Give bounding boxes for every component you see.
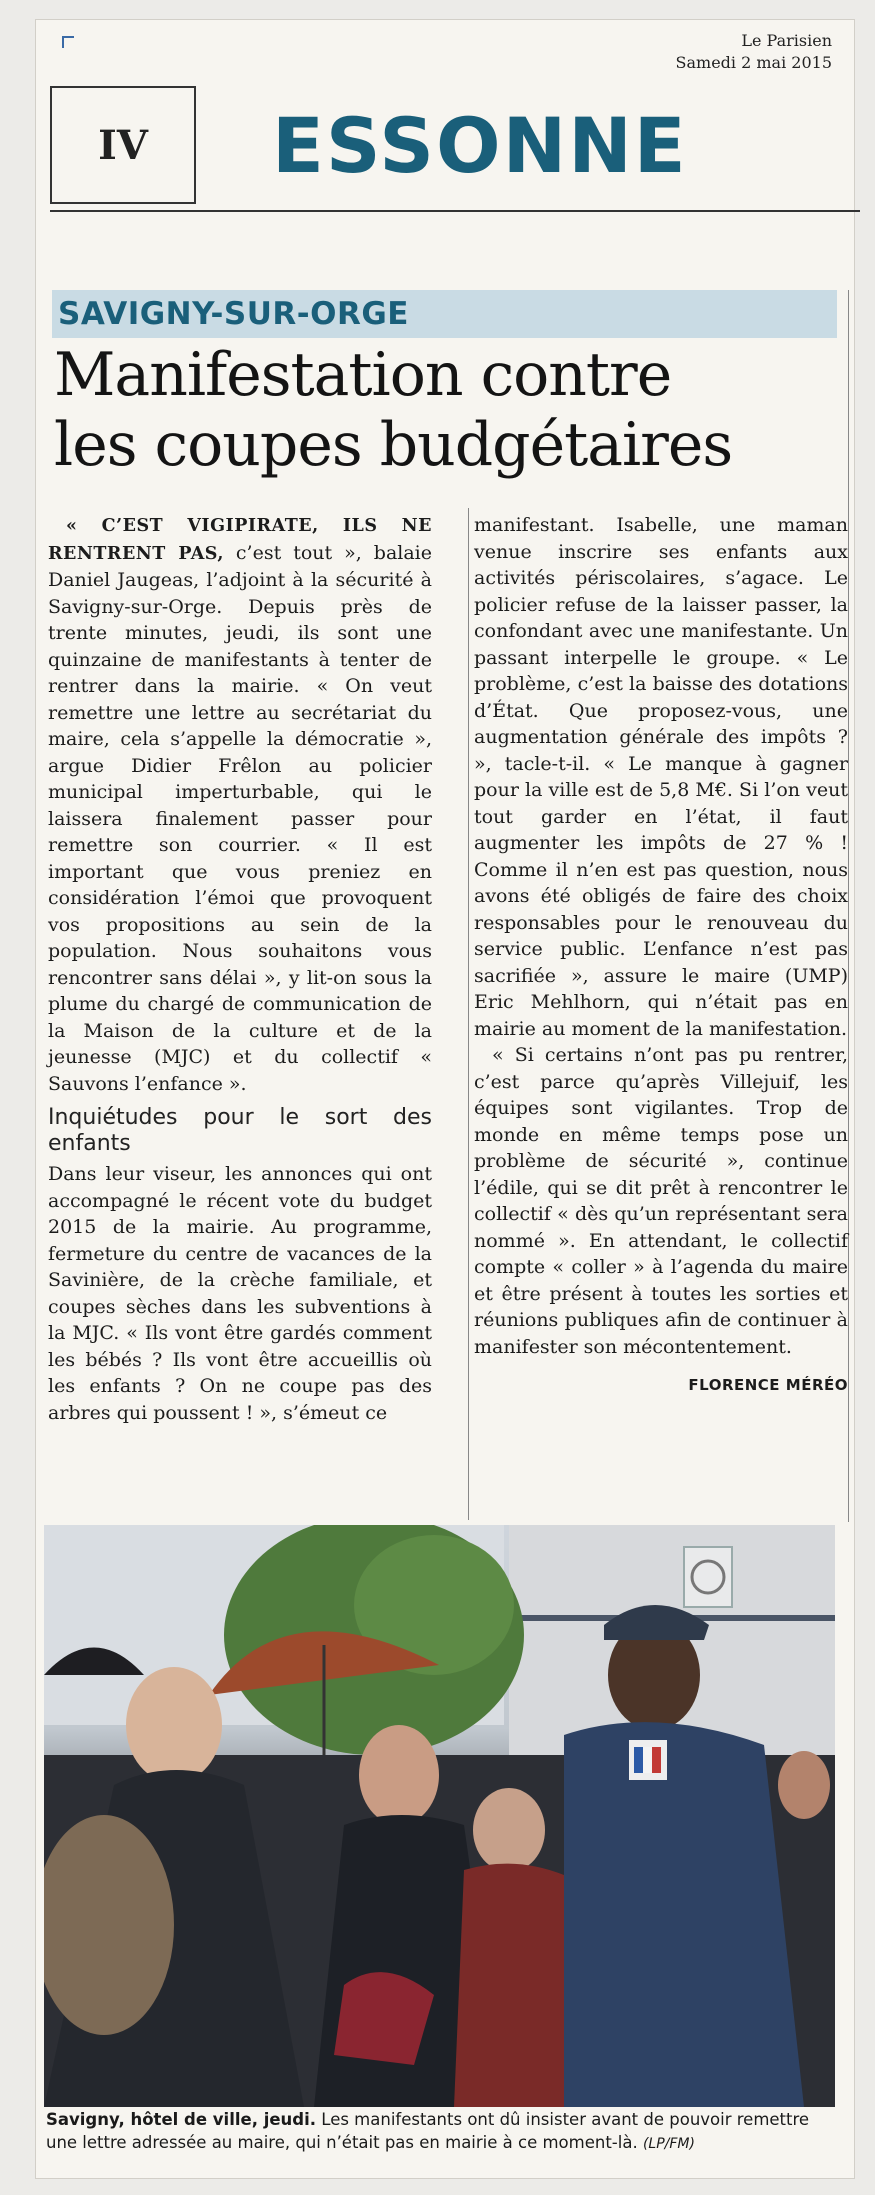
subheading: Inquiétudes pour le sort des enfants bbox=[48, 1105, 432, 1156]
body-paragraph: manifestant. Isabelle, une maman venue inscrire ses enfants aux activités périscolaires, s’agace. Le policier refuse de la laisser passer, la confondant avec une manifestante. Un passant interpelle le groupe. « Le problème, c’est la baisse des dotations d’État. Que proposez-vous, une augmentation générale des impôts ? », tacle-t-il. « Le manque à gagner pour la ville est de 5,8 M€. Si l’on veut tout garder en l’état, il faut augmenter les impôts de 27 % ! Comme il n’en est pas question, nous avons été obligés de faire des choix responsables pour le renouveau du service public. L’enfance n’est pas sacrifiée », assure le maire (UMP) Eric Mehlhorn, qui n’était pas en mairie au moment de la manifestation. bbox=[474, 514, 848, 1040]
byline: FLORENCE MÉRÉO bbox=[688, 1376, 848, 1394]
article-column-2 bbox=[468, 512, 848, 1399]
section-header bbox=[50, 86, 860, 212]
lead-quote: « C’EST VIGIPIRATE, ILS NE RENTRENT PAS, bbox=[48, 516, 432, 564]
headline-line-1: Manifestation contre bbox=[54, 340, 672, 410]
headline bbox=[54, 340, 844, 480]
article-column-1 bbox=[48, 512, 432, 1426]
body-text: c’est tout », balaie Daniel Jaugeas, l’adjoint à la sécurité à Savigny-sur-Orge. Depuis près de trente minutes, jeudi, ils sont une quinzaine de manifestants à tenter de rentrer dans la mairie. « On veut remettre une lettre au secrétariat du maire, cela s’appelle la démocratie », argue Didier Frêlon au policier municipal imperturbable, qui le laissera finalement passer pour remettre son courrier. « Il est important que vous preniez en considération l’émoi que provoquent vos propositions au sein de la population. Nous souhaitons vous rencontrer sans délai », y lit-on sous la plume du chargé de communication de la Maison de la culture et de la jeunesse (MJC) et du collectif « Sauvons l’enfance ». bbox=[48, 541, 433, 1095]
body-paragraph bbox=[48, 512, 432, 1097]
photo-caption bbox=[46, 2108, 836, 2156]
issue-date: Samedi 2 mai 2015 bbox=[675, 53, 832, 72]
newspaper-page bbox=[36, 20, 854, 2178]
photo-illustration bbox=[44, 1525, 835, 2107]
caption-location: Savigny, hôtel de ville, jeudi. bbox=[46, 2110, 317, 2129]
newspaper-name: Le Parisien bbox=[741, 31, 832, 50]
crop-mark bbox=[62, 36, 74, 48]
right-border-rule bbox=[848, 290, 849, 1522]
caption-text: Les manifestants ont dû insister avant de pouvoir remettre une lettre adressée au maire, qui n’était pas en mairie à ce moment-là. bbox=[46, 2110, 810, 2152]
kicker: SAVIGNY-SUR-ORGE bbox=[58, 296, 409, 332]
headline-line-2: les coupes budgétaires bbox=[54, 410, 733, 480]
masthead bbox=[676, 30, 832, 74]
photo-credit: (LP/FM) bbox=[642, 2136, 695, 2152]
body-paragraph: Dans leur viseur, les annonces qui ont accompagné le récent vote du budget 2015 de la mairie. Au programme, fermeture du centre de vacances de la Savinière, de la crèche familiale, et coupes sèches dans les subventions à la MJC. « Ils vont être gardés comment les bébés ? Ils vont être accueillis où les enfants ? On ne coupe pas des arbres qui poussent ! », s’émeut ce bbox=[48, 1163, 432, 1424]
news-photo bbox=[44, 1525, 835, 2107]
page-number: IV bbox=[50, 86, 196, 204]
body-paragraph: « Si certains n’ont pas pu rentrer, c’est parce qu’après Villejuif, les équipes sont vigilantes. Trop de monde en même temps pose un problème de sécurité », continue l’édile, qui se dit prêt à rencontrer le collectif « dès qu’un représentant sera nommé ». En attendant, le collectif compte « coller » à l’agenda du maire et être présent à toutes les sorties et réunions publiques afin de continuer à manifester son mécontentement. bbox=[474, 1044, 848, 1358]
section-title: ESSONNE bbox=[272, 101, 688, 190]
